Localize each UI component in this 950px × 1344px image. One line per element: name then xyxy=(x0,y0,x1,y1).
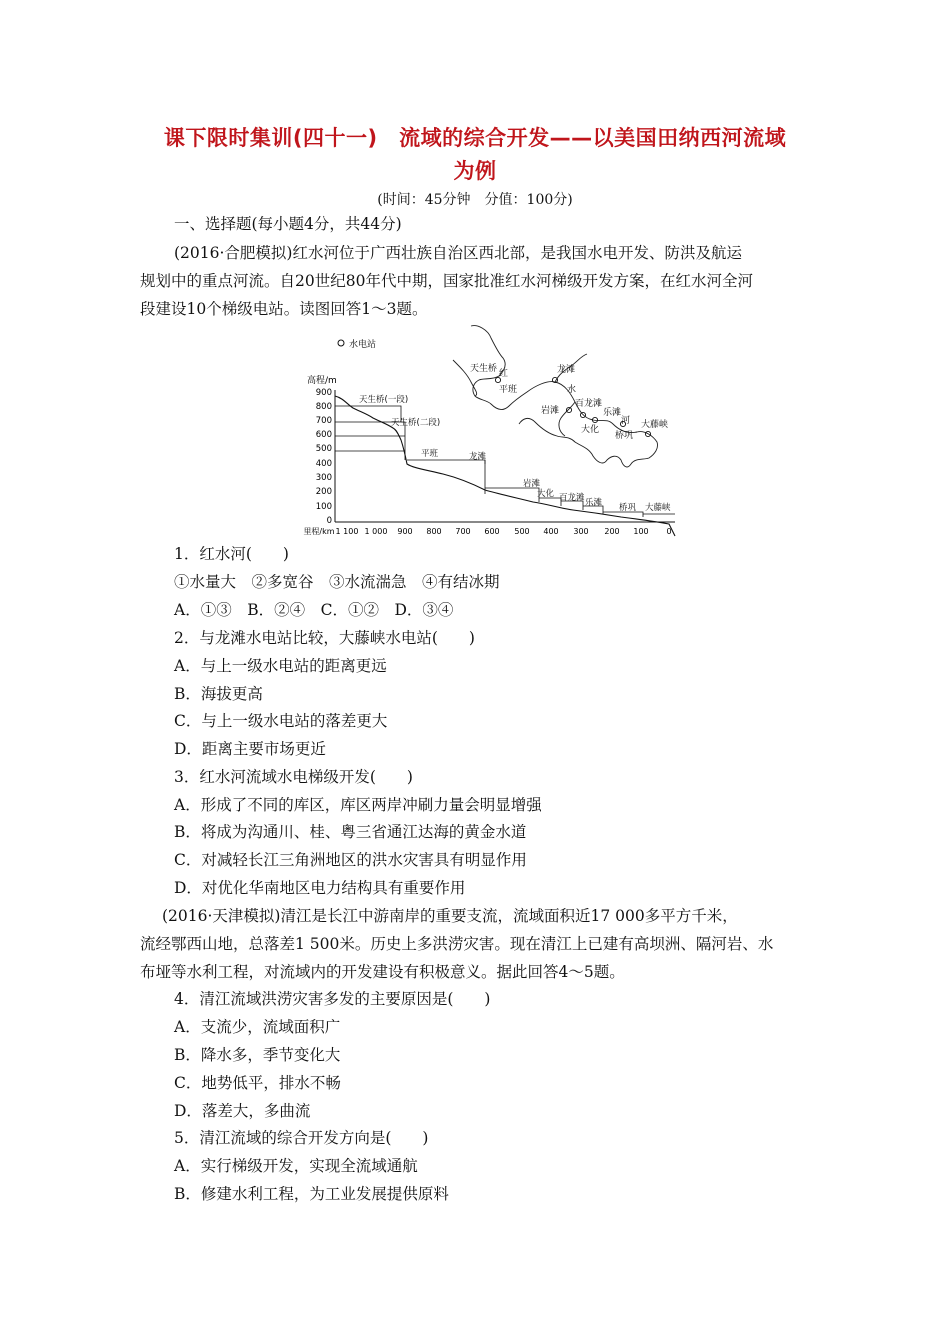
hongshui-river-figure xyxy=(303,320,683,542)
map-label-letan: 乐滩 xyxy=(603,408,622,418)
x-tick-900: 900 xyxy=(397,527,413,536)
q3-option-c: C．对减轻长江三角洲地区的洪水灾害具有明显作用 xyxy=(174,851,527,869)
q4-option-c: C．地势低平，排水不畅 xyxy=(174,1074,341,1092)
intro-2-line-1: (2016·天津模拟)清江是长江中游南岸的重要支流，流域面积近17 000多平方千米， xyxy=(162,907,738,925)
q3-option-b: B．将成为沟通川、桂、粤三省通江达海的黄金水道 xyxy=(174,823,527,841)
profile-station-labels xyxy=(359,394,671,513)
map-label-datengxia: 大藤峡 xyxy=(641,420,669,430)
q3-option-d: D．对优化华南地区电力结构具有重要作用 xyxy=(174,879,466,897)
q2-option-d: D．距离主要市场更近 xyxy=(174,740,326,758)
hydro-station-legend-icon xyxy=(338,340,344,346)
map-label-bailongtan: 百龙滩 xyxy=(575,399,603,409)
q4-option-b: B．降水多，季节变化大 xyxy=(174,1046,341,1064)
map-label-qiaogong: 桥巩 xyxy=(615,431,634,441)
x-tick-500: 500 xyxy=(514,527,530,536)
y-tick-800: 800 xyxy=(315,402,332,412)
profile-label-s8: 乐滩 xyxy=(585,498,603,508)
y-tick-300: 300 xyxy=(315,473,332,483)
y-tick-900: 900 xyxy=(315,388,332,398)
x-tick-300: 300 xyxy=(573,527,589,536)
level-yantan xyxy=(485,488,539,502)
river-main-line xyxy=(471,326,658,467)
y-tick-500: 500 xyxy=(315,444,332,454)
y-tick-400: 400 xyxy=(315,459,332,469)
profile-label-s9: 桥巩 xyxy=(619,503,637,513)
map-station-yantan xyxy=(566,407,571,412)
profile-x-ticks xyxy=(303,527,671,536)
x-tick-100: 100 xyxy=(633,527,649,536)
q1-choices: ①水量大 ②多宽谷 ③水流湍急 ④有结冰期 xyxy=(174,573,500,591)
x-tick-200: 200 xyxy=(604,527,620,536)
river-map xyxy=(453,326,658,467)
q2-option-b: B．海拔更高 xyxy=(174,685,263,703)
profile-label-s6: 大化 xyxy=(537,489,555,499)
y-tick-0: 0 xyxy=(326,516,332,526)
map-label-longtan: 龙滩 xyxy=(557,365,576,375)
map-label-dahua: 大化 xyxy=(581,425,600,435)
profile-label-s2: 天生桥(二段) xyxy=(391,418,441,428)
y-tick-200: 200 xyxy=(315,487,332,497)
x-tick-0: 0 xyxy=(666,527,672,536)
intro-1-line-2: 规划中的重点河流。自20世纪80年代中期，国家批准红水河梯级开发方案，在红水河全河 xyxy=(140,272,753,290)
q1-stem: 1．红水河( ) xyxy=(174,545,289,563)
title-line-1: 课下限时集训(四十一) 流域的综合开发——以美国田纳西河流域 xyxy=(163,126,787,150)
legend-label: 水电站 xyxy=(349,340,377,350)
q2-option-a: A．与上一级水电站的距离更远 xyxy=(174,657,387,675)
y-tick-100: 100 xyxy=(315,502,332,512)
q3-option-a: A．形成了不同的库区，库区两岸冲刷力量会明显增强 xyxy=(174,796,542,814)
map-label-pingban: 平班 xyxy=(499,385,518,395)
q5-option-b: B．修建水利工程，为工业发展提供原料 xyxy=(174,1185,449,1203)
q4-option-d: D．落差大，多曲流 xyxy=(174,1102,311,1120)
x-tick-1100: 1 100 xyxy=(335,527,359,536)
map-label-he: 河 xyxy=(621,416,631,426)
q2-stem: 2．与龙滩水电站比较，大藤峡水电站( ) xyxy=(174,629,475,647)
title-line-2: 为例 xyxy=(453,159,497,183)
profile-label-s1: 天生桥(一段) xyxy=(359,395,409,405)
intro-2-line-2: 流经鄂西山地，总落差1 500米。历史上多洪涝灾害。现在清江上已建有高坝洲、隔河岩、水 xyxy=(140,935,774,953)
x-tick-800: 800 xyxy=(426,527,442,536)
y-tick-600: 600 xyxy=(315,430,332,440)
profile-label-s10: 大藤峡 xyxy=(645,503,671,513)
map-label-shui: 水 xyxy=(567,385,577,395)
intro-1-line-3: 段建设10个梯级电站。读图回答1～3题。 xyxy=(140,300,428,318)
river-branch-3 xyxy=(559,402,575,436)
x-tick-1000: 1 000 xyxy=(364,527,388,536)
profile-chart xyxy=(303,374,675,536)
level-pingban xyxy=(407,460,485,494)
q2-option-c: C．与上一级水电站的落差更大 xyxy=(174,712,388,730)
map-labels xyxy=(470,362,668,441)
q3-stem: 3．红水河流域水电梯级开发( ) xyxy=(174,768,413,786)
q5-option-a: A．实行梯级开发，实现全流域通航 xyxy=(174,1157,418,1175)
profile-label-s3: 平班 xyxy=(421,449,439,459)
legend xyxy=(338,338,376,350)
profile-label-s4: 龙滩 xyxy=(469,452,487,462)
intro-1-line-1: (2016·合肥模拟)红水河位于广西壮族自治区西北部，是我国水电开发、防洪及航运 xyxy=(174,244,742,262)
intro-2-line-3: 布垭等水利工程，对流域内的开发建设有积极意义。据此回答4～5题。 xyxy=(140,963,625,981)
x-tick-700: 700 xyxy=(455,527,471,536)
profile-label-s5: 岩滩 xyxy=(523,479,541,489)
x-tick-400: 400 xyxy=(543,527,559,536)
q4-stem: 4．清江流域洪涝灾害多发的主要原因是( ) xyxy=(174,990,491,1008)
x-tick-600: 600 xyxy=(484,527,500,536)
profile-y-label: 高程/m xyxy=(307,376,337,386)
section-heading: 一、选择题(每小题4分，共44分) xyxy=(174,215,402,233)
profile-label-s7: 百龙滩 xyxy=(559,493,585,503)
subtitle: (时间：45分钟 分值：100分) xyxy=(377,192,573,208)
profile-x-label: 里程/km xyxy=(303,527,335,536)
map-label-tianshengqiao: 天生桥 xyxy=(470,364,498,374)
q1-options: A．①③ B．②④ C．①② D．③④ xyxy=(174,601,454,619)
map-label-hong: 红 xyxy=(499,369,509,379)
q5-stem: 5．清江流域的综合开发方向是( ) xyxy=(174,1129,429,1147)
map-label-yantan: 岩滩 xyxy=(541,406,560,416)
q4-option-a: A．支流少，流域面积广 xyxy=(174,1018,341,1036)
y-tick-700: 700 xyxy=(315,416,332,426)
profile-y-ticks xyxy=(316,388,332,526)
